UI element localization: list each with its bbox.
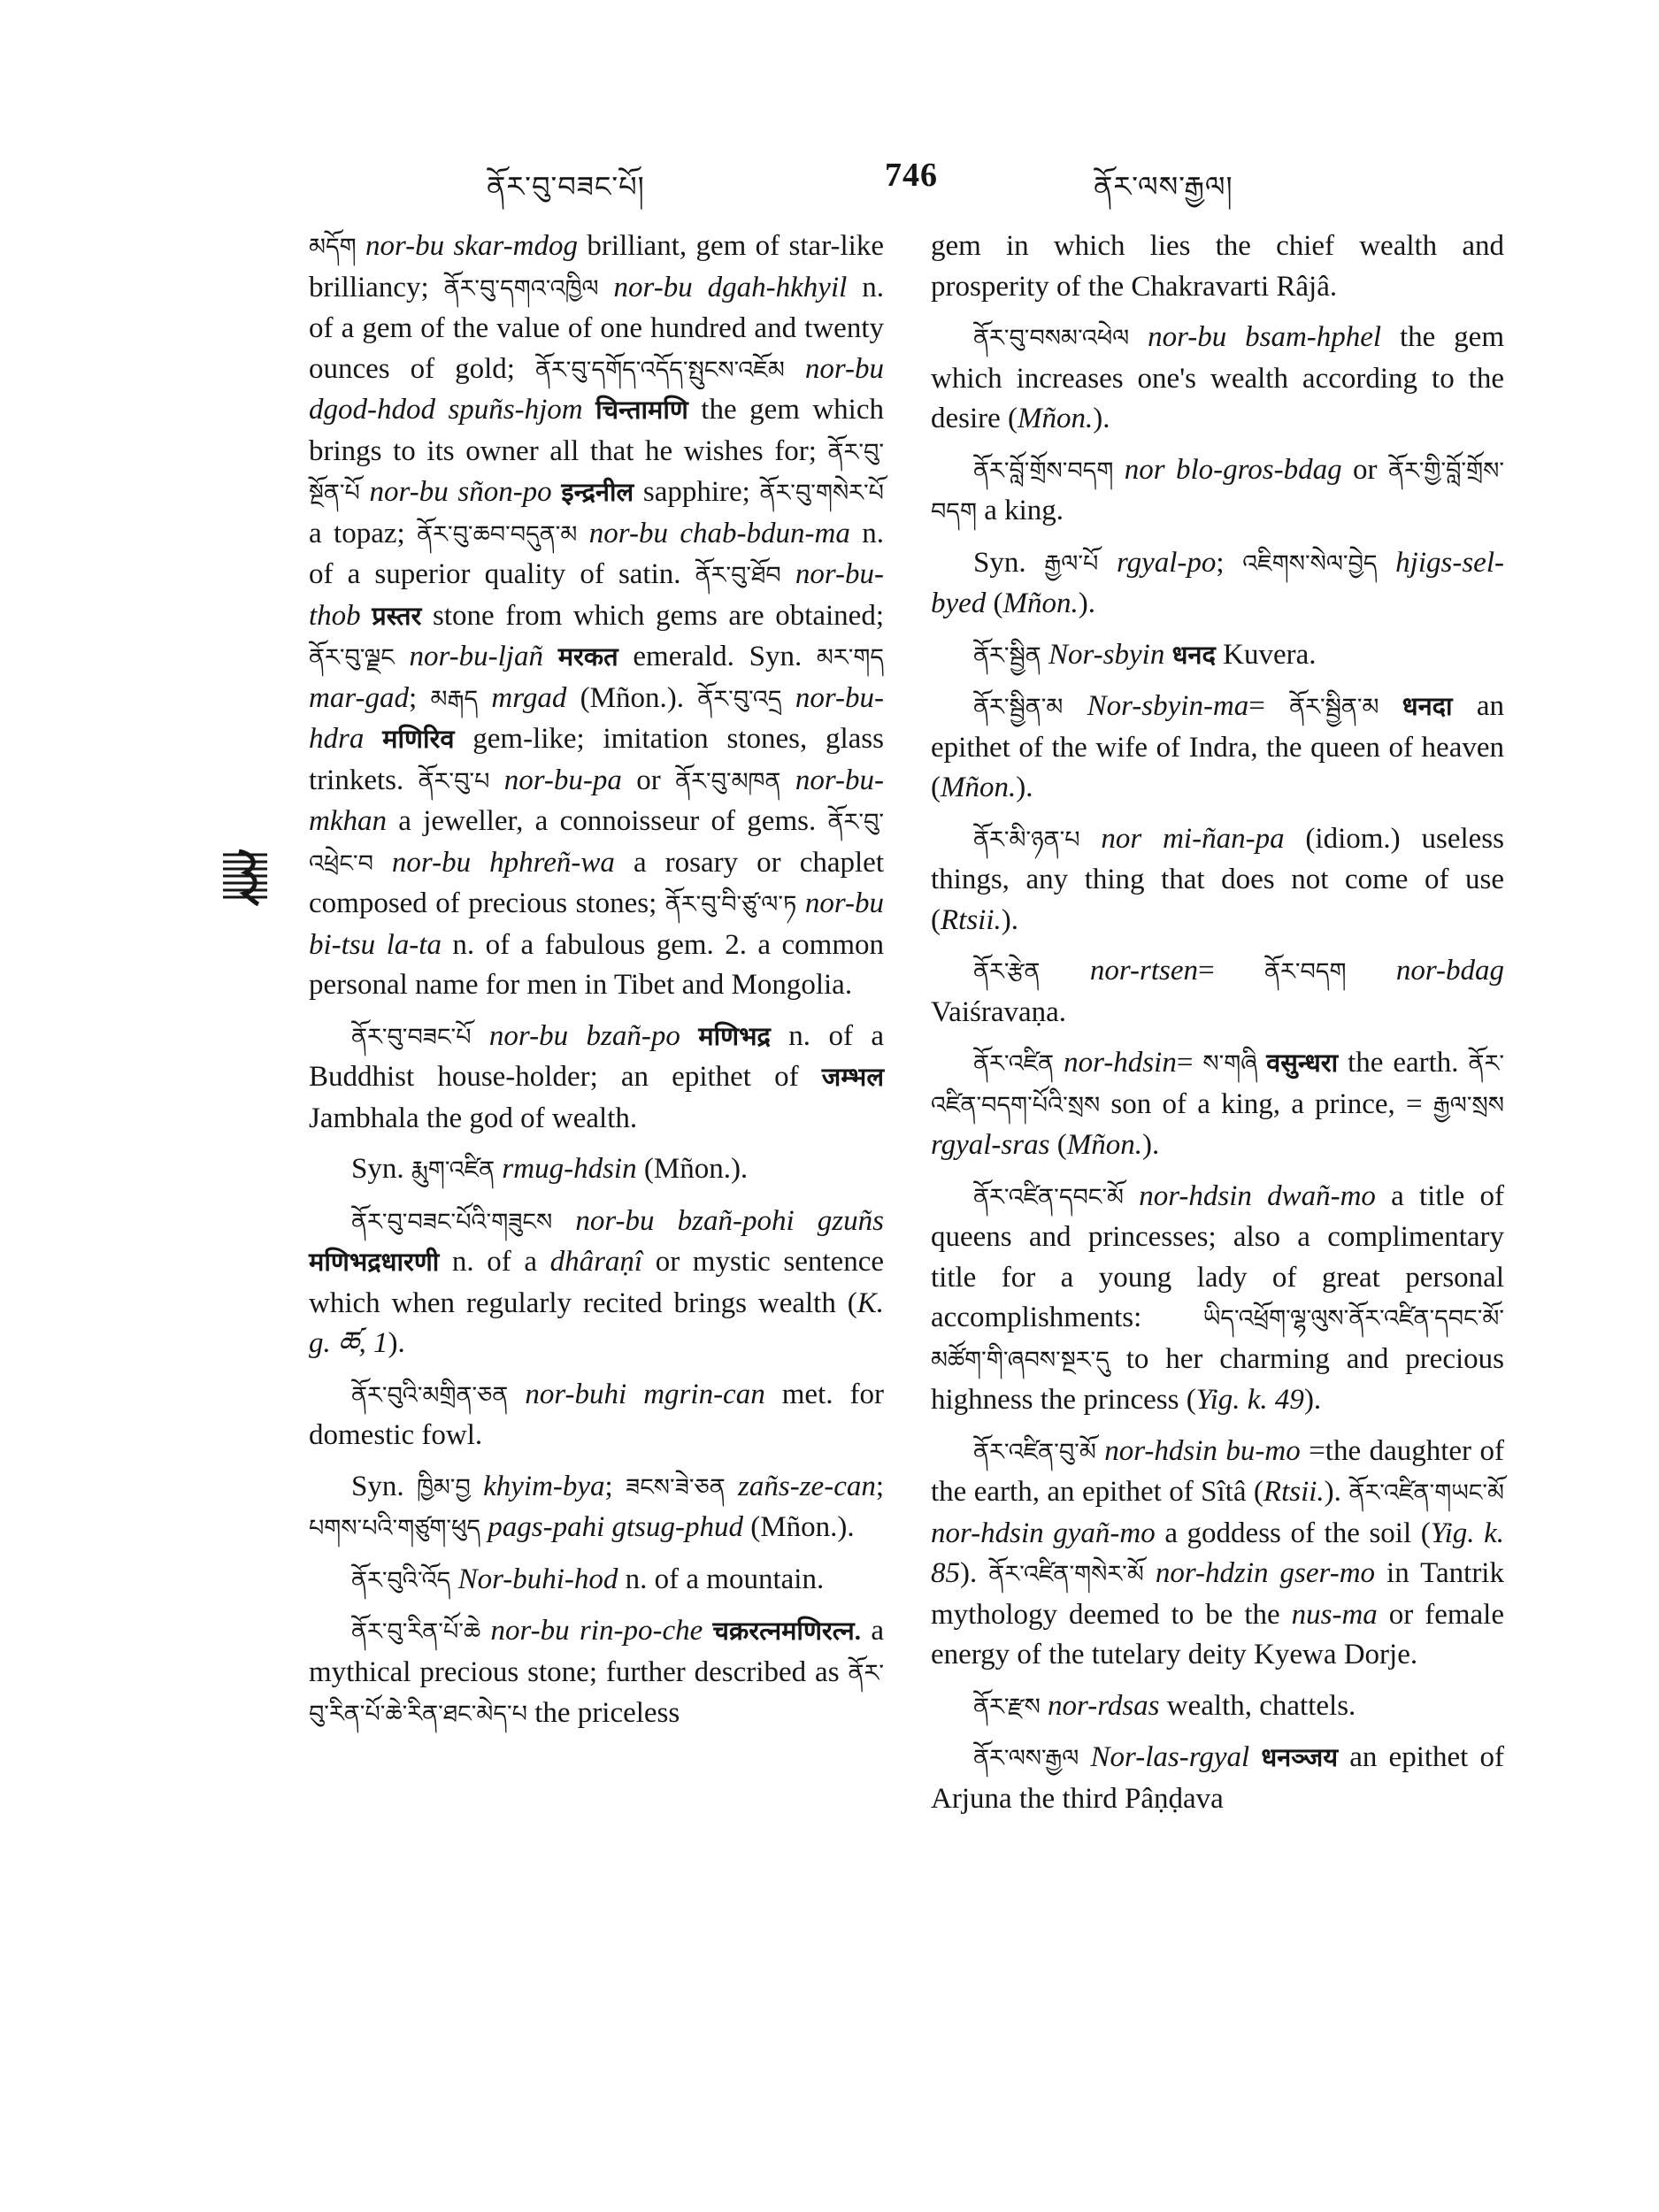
ornamental-glyph-icon (219, 849, 271, 906)
definition-text: = (1248, 690, 1290, 722)
definition-text: ; (409, 681, 431, 714)
transliteration: nor-bu hphreñ-wa (373, 846, 634, 879)
definition-text: gem in which lies the chief wealth and prosperity of the Chakravarti Râjâ. (931, 230, 1504, 303)
tibetan-term: ནོར་བུ་ལྗང (309, 644, 395, 671)
transliteration: dhâraṇî (549, 1246, 643, 1278)
sanskrit-term: इन्द्रनील (561, 479, 634, 507)
definition-text: Syn. (351, 1470, 417, 1502)
transliteration: hjigs-sel-byed (931, 546, 1504, 619)
transliteration: mrgad (478, 681, 580, 714)
tibetan-term: ནོར་བུ་རིན་པོ་ཆེ་རིན་ཐང་མེད་པ (309, 1659, 884, 1727)
dictionary-entry (931, 1043, 1504, 1166)
transliteration: nor-bu-thob (309, 558, 884, 632)
dictionary-entry (309, 1017, 884, 1140)
transliteration: nor blo-gros-bdag (1113, 453, 1354, 486)
sanskrit-term: धनदा (1379, 693, 1453, 721)
transliteration: rmug-hdsin (495, 1153, 644, 1185)
transliteration: nus-ma (1291, 1598, 1378, 1631)
definition-text: brilliant, gem of star-like brilliancy; (309, 230, 884, 303)
tibetan-term: ཁྱིམ་བྱ (416, 1473, 471, 1501)
tibetan-term: ནོར་བུ་བཟང་པོའི་གཟུངས (351, 1208, 553, 1235)
sanskrit-term: वसुन्धरा (1257, 1049, 1339, 1078)
tibetan-term: ནོར་བུ་གསེར་པོ (759, 480, 884, 506)
transliteration: khyim-bya (470, 1470, 605, 1502)
dictionary-entry (931, 318, 1504, 440)
sanskrit-term: चक्ररत्नमणिरत्न. (712, 1617, 862, 1646)
definition-text: sapphire; (634, 476, 760, 508)
dictionary-entry (931, 1432, 1504, 1676)
tibetan-term: ནོར་མི་ཉན་པ (973, 826, 1080, 853)
definition-text: n. of a fabulous gem. 2. a common personal name for men in Tibet and Mongolia. (309, 928, 884, 1001)
definition-text: ). (1324, 1476, 1349, 1508)
definition-text: n. of a mountain. (625, 1563, 825, 1595)
tibetan-term: ནོར་སྦྱིན་མ (1289, 694, 1379, 720)
dictionary-entry (931, 635, 1504, 677)
dictionary-entry (309, 1202, 884, 1364)
definition-text: the earth. (1338, 1047, 1469, 1079)
definition-text: Vaiśravaṇa. (931, 995, 1067, 1028)
definition-text: n. of a Buddhist house-holder; an epithet of (309, 1019, 884, 1093)
running-head-left: ནོར་བུ་བཟང་པོ། (487, 170, 645, 204)
transliteration: nor-hdsin gyañ-mo (931, 1517, 1165, 1549)
tibetan-term: ནོར་འཛིན་བུ་མོ (973, 1438, 1096, 1465)
definition-text: ). (1303, 1384, 1322, 1416)
transliteration: nor-bu bi-tsu la-ta (309, 887, 884, 961)
definition-text: emerald. Syn. (618, 641, 817, 672)
definition-text: Syn. (351, 1153, 411, 1185)
tibetan-term: ཡིད་འཕྲོག་ལྷ་ལུས་ནོར་འཛིན་དབང་མོ་མཚོག་གི་ཞབས་སྔར་དུ (931, 1305, 1504, 1373)
definition-text: the gem which brings to its owner all that he wishes for; (309, 394, 884, 467)
transliteration: nor-rdsas (1040, 1689, 1167, 1722)
transliteration: rgyal-sras (931, 1129, 1057, 1161)
dictionary-entry (931, 450, 1504, 533)
tibetan-term: ཟངས་ཟེ་ཅན (626, 1473, 726, 1501)
definition-text: in Tantrik mythology deemed to be the (931, 1557, 1504, 1631)
transliteration: nor-bu-hdra (309, 681, 884, 755)
tibetan-term: ནོར་བདག (1264, 958, 1347, 985)
right-column (931, 227, 1504, 1830)
transliteration: rgyal-po (1098, 546, 1217, 579)
transliteration: nor-hdsin (1054, 1047, 1177, 1079)
tibetan-term: ནོར་བུ་བཟང་པོ (351, 1023, 472, 1050)
sanskrit-term: जम्भल (821, 1064, 884, 1092)
definition-text: or mystic sentence which when regularly recited brings wealth ( (309, 1246, 884, 1319)
dictionary-entry (931, 1738, 1504, 1819)
transliteration: nor-bu bsam-hphel (1129, 321, 1400, 353)
dictionary-entry (309, 1611, 884, 1735)
definition-text: ). (1093, 403, 1110, 434)
definition-text: a rosary or chaplet composed of precious stones; (309, 846, 884, 919)
definition-text: ). (1001, 903, 1019, 936)
tibetan-term: རྒྱལ་པོ (1044, 549, 1099, 577)
tibetan-term: ནོར་བུའི་འོད (351, 1566, 451, 1594)
transliteration: pags-pahi gtsug-phud (480, 1511, 751, 1543)
tibetan-term: ནོར་བུ་བསམ་འཕེལ (973, 325, 1130, 351)
tibetan-term: མརྒད (430, 685, 479, 712)
transliteration: nor-bu skar-mdog (356, 230, 588, 262)
sanskrit-term: मणिभद्रधारणी (309, 1248, 440, 1277)
dictionary-entry (309, 1375, 884, 1456)
tibetan-term: ནོར་རྩེན (973, 958, 1041, 985)
transliteration: nor-bu-ljañ (394, 641, 558, 672)
transliteration: nor-rtsen (1040, 955, 1199, 987)
definition-text: or (1353, 453, 1388, 486)
tibetan-term: ནོར་བུ་པ (418, 767, 490, 795)
definition-text: a jeweller, a connoisseur of gems. (398, 805, 828, 837)
definition-text: or female energy of the tutelary deity Kyewa Dorje. (931, 1598, 1504, 1671)
transliteration: nor mi-ñan-pa (1079, 822, 1306, 855)
tibetan-term: ནོར་གྱི་བློ་གྲོས་བདག (931, 457, 1504, 525)
tibetan-term: ནོར་བུ་མཁན (675, 767, 781, 795)
definition-text: ; (1216, 546, 1243, 579)
transliteration: nor-bu bzañ-po (471, 1019, 699, 1052)
definition-text: met. for domestic fowl. (309, 1378, 884, 1451)
dictionary-entry (931, 819, 1504, 941)
definition-text: an epithet of the wife of Indra, the queen of heaven ( (931, 690, 1504, 803)
definition-text: ). (1078, 588, 1096, 619)
tibetan-term: འཇིགས་སེལ་བྱེད (1242, 549, 1378, 577)
definition-text: son of a king, a prince, = (1100, 1087, 1433, 1120)
definition-text: ). (960, 1557, 989, 1589)
transliteration: nor-bu-pa (489, 764, 637, 796)
tibetan-term: ནོར་སྦྱིན (973, 641, 1041, 669)
definition-text: ). (1141, 1129, 1160, 1161)
tibetan-term: ནོར་སྦྱིན་མ (973, 694, 1064, 720)
running-head-right: ནོར་ལས་རྒྱལ། (1094, 170, 1233, 204)
sanskrit-term: धनञ्जय (1261, 1744, 1339, 1772)
definition-text: (Mñon.). (643, 1153, 749, 1185)
dictionary-entry (931, 687, 1504, 809)
dictionary-entry (931, 543, 1504, 625)
transliteration: Mñon. (1002, 588, 1079, 619)
transliteration: mar-gad (309, 681, 410, 714)
transliteration: nor-bu bzañ-pohi gzuñs (552, 1204, 884, 1237)
tibetan-term: ནོར་བུ་རིན་པོ་ཆེ (351, 1618, 481, 1645)
dictionary-entry (309, 1467, 884, 1549)
transliteration: Yig. k. 85 (931, 1517, 1505, 1589)
definition-text: ; (875, 1470, 885, 1502)
definition-text: n. of a gem of the value of one hundred and twenty ounces of gold; (309, 271, 884, 385)
tibetan-term: ནོར་འཛིན་གསེར་མོ (988, 1561, 1144, 1587)
left-column (309, 227, 884, 1746)
transliteration: Yig. k. 49 (1195, 1384, 1304, 1416)
sanskrit-term: मणिरिव (382, 726, 455, 754)
tibetan-term: མདོག (309, 234, 357, 260)
sanskrit-term: प्रस्तर (372, 602, 422, 631)
transliteration: nor-bu rin-po-che (480, 1615, 713, 1647)
tibetan-term: ནོར་འཛིན་གཡང་མོ (1348, 1479, 1504, 1506)
transliteration: K. g. ཚ, 1 (309, 1286, 884, 1359)
definition-text: to her charming and precious highness the princess ( (931, 1342, 1504, 1416)
definition-text: a topaz; (309, 517, 418, 549)
dictionary-entry (931, 1686, 1504, 1728)
page-number: 746 (885, 157, 938, 194)
sanskrit-term: मरकत (557, 643, 618, 672)
tibetan-term: རྒྱལ་སྲས (1432, 1091, 1504, 1118)
definition-text: gem-like; imitation stones, glass trinkets. (309, 723, 884, 796)
definition-text: wealth, chattels. (1166, 1689, 1356, 1722)
tibetan-term: ནོར་འཛིན་དབང་མོ (973, 1183, 1124, 1210)
definition-text: n. of a (439, 1246, 550, 1278)
definition-text: a title of queens and princesses; also a complimentary title for a young lady of great personal accomplishments: (931, 1179, 1504, 1333)
definition-text: = (1176, 1047, 1203, 1079)
transliteration: nor-bu dgah-hkhyil (598, 271, 863, 303)
definition-text: a mythical precious stone; further described as (309, 1615, 884, 1688)
transliteration: nor-bu dgod-hdod spuñs-hjom (309, 352, 885, 426)
tibetan-term: ནོར་བུའི་མགྲིན་ཅན (351, 1381, 509, 1409)
definition-text: ; (604, 1470, 626, 1502)
tibetan-term: ནོར་བློ་གྲོས་བདག (973, 457, 1114, 484)
transliteration: Mñon. (941, 772, 1017, 803)
definition-text: (Mñon.). (750, 1511, 855, 1543)
transliteration: Nor-sbyin-ma (1063, 690, 1249, 722)
transliteration: nor-bu chab-bdun-ma (577, 517, 863, 549)
transliteration: Nor-sbyin (1041, 638, 1172, 671)
dictionary-entry (931, 951, 1504, 1033)
definition-text: ). (388, 1327, 405, 1359)
tibetan-term: ནོར་བུ་འདྲ (697, 685, 782, 712)
transliteration: Nor-las-rgyal (1079, 1741, 1262, 1773)
definition-text: ( (993, 588, 1003, 619)
definition-text: the priceless (526, 1697, 680, 1729)
definition-text: Kuvera. (1215, 638, 1317, 671)
tibetan-term: ནོར་ལས་རྒྱལ (973, 1745, 1079, 1771)
tibetan-term: ནོར་བུ་ཆབ་བདུན་མ (417, 520, 578, 548)
dictionary-entry (309, 1149, 884, 1191)
transliteration: nor-bdag (1346, 955, 1505, 987)
tibetan-term: ནོར་བུ་འཕྲེང་བ (309, 809, 884, 877)
tibetan-term: མར་གད (816, 644, 885, 671)
definition-text: or (636, 764, 676, 796)
definition-text: ( (1056, 1129, 1067, 1161)
tibetan-term: ནོར་བུ་དགའ་འཁྱིལ (443, 274, 599, 302)
tibetan-term: ནོར་བུ་སྔོན་པོ (309, 438, 884, 506)
sanskrit-term: मणिभद्र (698, 1022, 771, 1051)
definition-text: an epithet of Arjuna the third Pâṇḍava (931, 1741, 1504, 1815)
dictionary-entry (309, 1560, 884, 1601)
definition-text: = (1198, 955, 1265, 987)
tibetan-term: ནོར་བུ་དགོད་འདོད་སྤུངས་འཇོམ (534, 356, 785, 383)
transliteration: Mñon. (1066, 1129, 1142, 1161)
tibetan-term: ནོར་རྫས (973, 1693, 1041, 1720)
sanskrit-term: धनद (1171, 641, 1216, 670)
definition-text: =the daughter of the earth, an epithet of Sîtâ ( (931, 1434, 1504, 1508)
definition-text: the gem which increases one's wealth according to the desire ( (931, 321, 1504, 434)
tibetan-term: ནོར་བུ་བི་ཙུ་ལ་ཏ (664, 891, 797, 918)
transliteration: nor-hdsin bu-mo (1095, 1434, 1310, 1467)
definition-text: Jambhala the god of wealth. (309, 1102, 638, 1134)
transliteration: Rtsii. (1263, 1476, 1325, 1508)
dictionary-entry (931, 1177, 1504, 1421)
transliteration: Nor-buhi-hod (450, 1563, 626, 1595)
definition-text: (Mñon.). (580, 681, 698, 714)
transliteration: nor-hdzin gser-mo (1143, 1557, 1387, 1589)
definition-text: a king. (976, 495, 1064, 526)
transliteration: Rtsii. (941, 903, 1002, 936)
transliteration: nor-hdsin dwañ-mo (1124, 1179, 1392, 1212)
transliteration: nor-buhi mgrin-can (508, 1378, 782, 1410)
tibetan-term: ས་གཞི (1202, 1050, 1258, 1077)
dictionary-entry (931, 227, 1504, 307)
definition-text: (idiom.) useless things, any thing that does not come of use ( (931, 822, 1504, 936)
definition-text: a goddess of the soil ( (1164, 1517, 1431, 1549)
definition-text: ). (1016, 772, 1033, 803)
transliteration: nor-bu-mkhan (309, 764, 884, 837)
tibetan-term: པགས་པའི་གཙུག་ཕུད (309, 1515, 480, 1541)
tibetan-term: ནོར་བུ་ཐོབ (695, 562, 781, 588)
tibetan-term: རྨུག་འཛིན (411, 1156, 495, 1183)
tibetan-term: ནོར་འཛིན (973, 1050, 1055, 1077)
sanskrit-term: चिन्तामणि (595, 396, 688, 425)
tibetan-term: ནོར་འཛིན་བདག་པོའི་སྲས (931, 1050, 1504, 1118)
transliteration: zañs-ze-can (725, 1470, 876, 1502)
definition-text: Syn. (973, 546, 1045, 579)
dictionary-entry (309, 227, 884, 1006)
definition-text: n. of a superior quality of satin. (309, 517, 884, 590)
transliteration: nor-bu sñon-po (359, 476, 562, 508)
transliteration: Mñon. (1018, 403, 1094, 434)
definition-text: stone from which gems are obtained; (421, 599, 884, 632)
